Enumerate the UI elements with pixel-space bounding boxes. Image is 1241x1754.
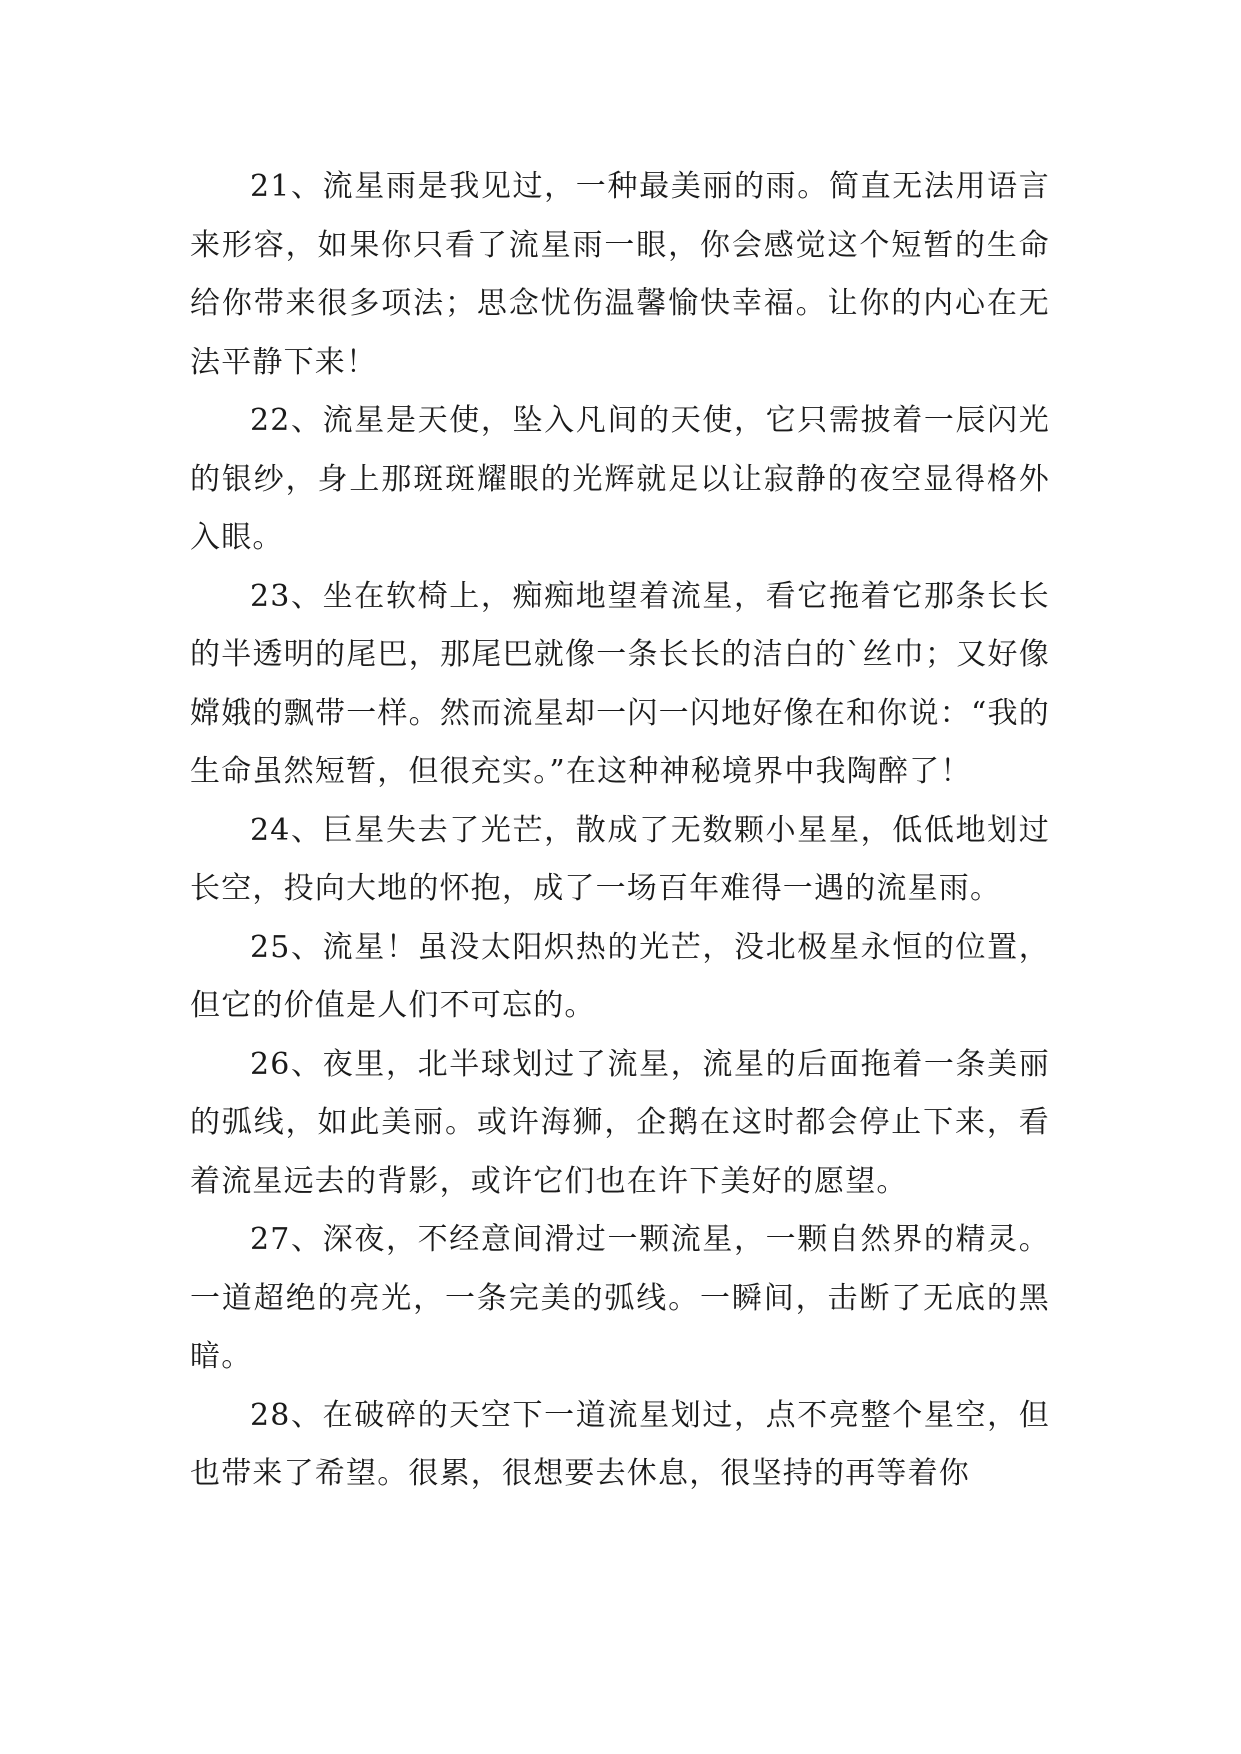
paragraph-26: 26、夜里，北半球划过了流星，流星的后面拖着一条美丽的弧线，如此美丽。或许海狮，企鹅在这时都会停止下来，看着流星远去的背影，或许它们也在许下美好的愿望。 — [190, 1046, 1050, 1199]
document-page — [190, 158, 1050, 1504]
paragraph-27: 27、深夜，不经意间滑过一颗流星，一颗自然界的精灵。一道超绝的亮光，一条完美的弧线。一瞬间，击断了无底的黑暗。 — [190, 1222, 1050, 1374]
paragraph-25: 25、流星！虽没太阳炽热的光芒，没北极星永恒的位置，但它的价值是人们不可忘的。 — [190, 929, 1050, 1023]
paragraph-24: 24、巨星失去了光芒，散成了无数颗小星星，低低地划过长空，投向大地的怀抱，成了一场百年难得一遇的流星雨。 — [190, 812, 1050, 906]
paragraph-21: 21、流星雨是我见过，一种最美丽的雨。简直无法用语言来形容，如果你只看了流星雨一眼，你会感觉这个短暂的生命给你带来很多项法；思念忧伤温馨愉快幸福。让你的内心在无法平静下来！ — [190, 169, 1050, 380]
paragraph-28: 28、在破碎的天空下一道流星划过，点不亮整个星空，但也带来了希望。很累，很想要去休息，很坚持的再等着你 — [190, 1397, 1050, 1491]
paragraph-23: 23、坐在软椅上，痴痴地望着流星，看它拖着它那条长长的半透明的尾巴，那尾巴就像一条长长的洁白的`丝巾；又好像嫦娥的飘带一样。然而流星却一闪一闪地好像在和你说：“我的生命虽然短暂，但很充实。”在这种神秘境界中我陶醉了！ — [190, 578, 1050, 789]
paragraph-22: 22、流星是天使，坠入凡间的天使，它只需披着一辰闪光的银纱，身上那斑斑耀眼的光辉就足以让寂静的夜空显得格外入眼。 — [190, 403, 1050, 555]
